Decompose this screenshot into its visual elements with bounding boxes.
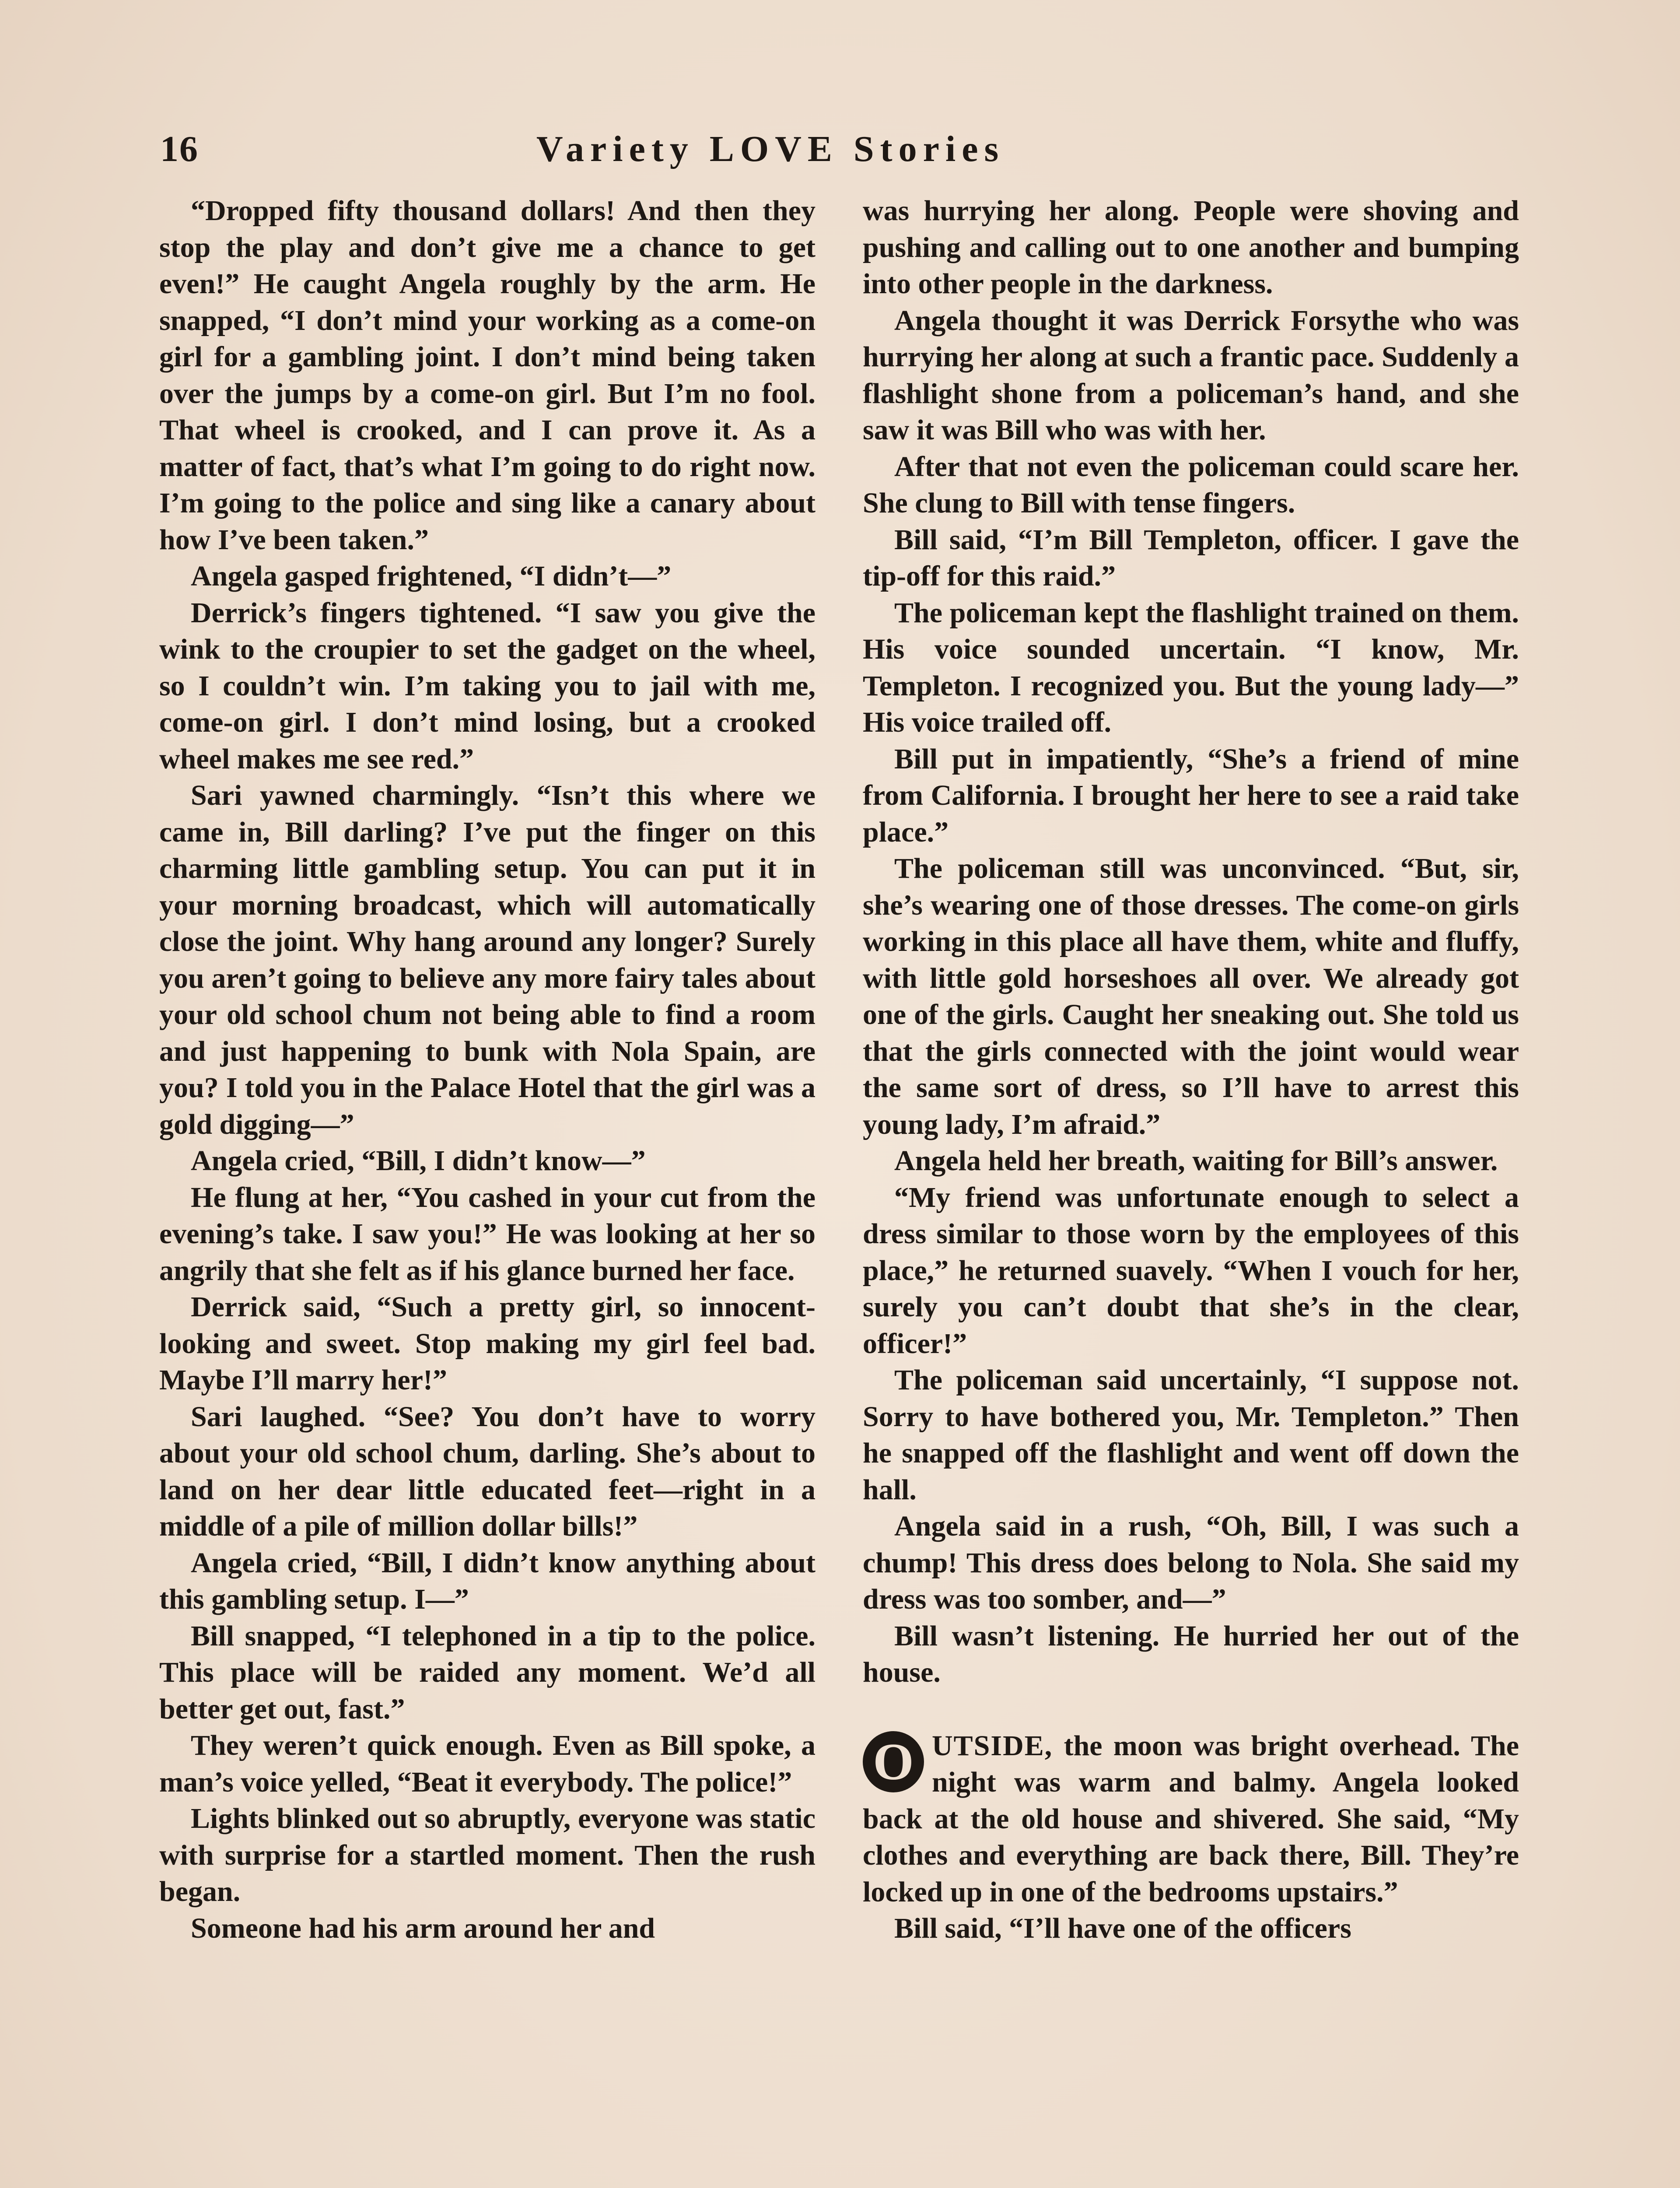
story-paragraph: He flung at her, “You cashed in your cut from the evening’s take. I saw you!” He was looking at her so angrily that she felt as if his glance burned her face. [159,1181,816,1287]
section-break [863,1691,1519,1728]
lead-word: UTSIDE, [932,1729,1053,1762]
story-paragraph: Sari laughed. “See? You don’t have to worry about your old school chum, darling. She’s about to land on her dear little educated feet—right in a middle of a pile of million dollar bills!” [159,1400,816,1542]
story-paragraph: After that not even the policeman could scare her. She clung to Bill with tense fingers. [863,450,1519,519]
story-paragraph: The policeman said uncertainly, “I suppose not. Sorry to have bothered you, Mr. Templeton.” Then he snapped off the flashlight and went off down the hall. [863,1364,1519,1506]
story-paragraph: Bill said, “I’m Bill Templeton, officer. I gave the tip-off for this raid.” [863,523,1519,592]
story-paragraph: Derrick said, “Such a pretty girl, so innocent-looking and sweet. Stop making my girl feel bad. Maybe I’ll marry her!” [159,1291,816,1396]
right-column [863,193,1519,2188]
story-paragraph: The policeman kept the flashlight trained on them. His voice sounded uncertain. “I know, Mr. Templeton. I recognized you. But the young lady—” His voice trailed off. [863,596,1519,738]
story-paragraph: Angela thought it was Derrick Forsythe who was hurrying her along at such a frantic pace. Suddenly a flashlight shone from a policeman’s hand, and she saw it was Bill who was with her. [863,304,1519,446]
story-paragraph: Someone had his arm around her and [191,1912,655,1944]
story-paragraph: “My friend was unfortunate enough to select a dress similar to those worn by the employees of this place,” he returned suavely. “When I vouch for her, surely you can’t doubt that she’s in the clear, officer!” [863,1181,1519,1360]
drop-cap: O [863,1731,924,1792]
story-paragraph: Angela cried, “Bill, I didn’t know—” [191,1145,646,1177]
left-column [159,193,816,2188]
paragraph-text: the moon was bright overhead. The night was warm and balmy. Angela looked back at the old house and shivered. She said, “My clothes and everything are back there, Bill. They’re locked up in one of the bedrooms upstairs.” [863,1729,1519,1908]
running-head: Variety LOVE Stories [536,129,1005,169]
story-paragraph: Derrick’s fingers tightened. “I saw you give the wink to the croupier to set the gadget on the wheel, so I couldn’t win. I’m taking you to jail with me, come-on girl. I don’t mind losing, but a crooked wheel makes me see red.” [159,596,816,775]
story-paragraph: Bill put in impatiently, “She’s a friend of mine from California. I brought her here to see a raid take place.” [863,743,1519,848]
story-paragraph: was hurrying her along. People were shoving and pushing and calling out to one another and bumping into other people in the darkness. [863,195,1519,300]
story-paragraph: Angela said in a rush, “Oh, Bill, I was such a chump! This dress does belong to Nola. She said my dress was too somber, and—” [863,1510,1519,1615]
story-paragraph: Bill snapped, “I telephoned in a tip to the police. This place will be raided any moment. We’d all better get out, fast.” [159,1620,816,1725]
story-paragraph: Bill wasn’t listening. He hurried her out of the house. [863,1620,1519,1688]
page-number: 16 [160,129,199,169]
story-paragraph: Angela cried, “Bill, I didn’t know anything about this gambling setup. I—” [159,1546,816,1615]
story-paragraph: Bill said, “I’ll have one of the officers [894,1912,1351,1944]
story-paragraph: Lights blinked out so abruptly, everyone was static with surprise for a startled moment. Then the rush began. [159,1802,816,1907]
section-opening-paragraph [863,1728,1519,1911]
story-paragraph: Angela gasped frightened, “I didn’t—” [191,560,672,592]
story-paragraph: The policeman still was unconvinced. “But, sir, she’s wearing one of those dresses. The come-on girls working in this place all have them, white and fluffy, with little gold horseshoes all over. We already got one of the girls. Caught her sneaking out. She told us that the girls connected with the joint would wear the same sort of dress, so I’ll have to arrest this young lady, I’m afraid.” [863,852,1519,1140]
page-header [160,128,1516,180]
story-paragraph: They weren’t quick enough. Even as Bill spoke, a man’s voice yelled, “Beat it everybody. The police!” [159,1729,816,1798]
story-paragraph: Angela held her breath, waiting for Bill’s answer. [894,1145,1498,1177]
story-paragraph: “Dropped fifty thousand dollars! And then they stop the play and don’t give me a chance to get even!” He caught Angela roughly by the arm. He snapped, “I don’t mind your working as a come-on girl for a gambling joint. I don’t mind being taken over the jumps by a come-on girl. But I’m no fool. That wheel is crooked, and I can prove it. As a matter of fact, that’s what I’m going to do right now. I’m going to the police and sing like a canary about how I’ve been taken.” [159,195,816,556]
story-paragraph: Sari yawned charmingly. “Isn’t this where we came in, Bill darling? I’ve put the finger on this charming little gambling setup. You can put it in your morning broadcast, which will automatically close the joint. Why hang around any longer? Surely you aren’t going to believe any more fairy tales about your old school chum not being able to find a room and just happening to bunk with Nola Spain, are you? I told you in the Palace Hotel that the girl was a gold digging—” [159,779,816,1140]
